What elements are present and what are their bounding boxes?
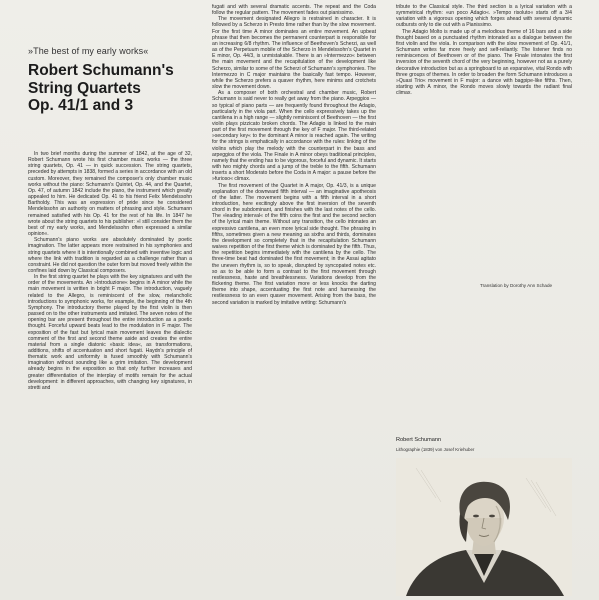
text-column-3 (396, 4, 572, 266)
translation-credit: Translation by Dorothy Ann Schade (480, 283, 553, 288)
paragraph: In the first string quartet he plays with the key signatures and with the order of the movements. An »Introduzione« begins in A minor while the main movement is written in bright F major. The introduction, vaguely related to the Allegro, is reminiscent of the slow, melancholic introductions to symphonic works, for example, the beginning of the 4th Symphony. The introductory theme played by the first violin is then passed on to the other instruments and imitated. The seven notes of the opening bar are present throughout the entire introduction as a poetic thought. Forceful upward beats lead to the modulation in F major. The exposition of the fast but lyrical main movement leaves the dialectic comment of the first and second theme aside and creates the entire material from a single diatonic »basic idea«, as transformations, additions, shifts of accentuation and short fugati. Haydn's principle of thematic work and uniformity is fused smoothly with Schumann's imagination without sounding like a grim imitation. The development already begins in the exposition so that only further increases and greater differentiation of the interplay of motifs remain for the actual development: in different approaches, with changing key signatures, in stretti and (28, 274, 192, 391)
paragraph: As a composer of both orchestral and chamber music, Robert Schumann is said never to really get away from the piano. Arpeggios — so typical of piano parts — are frequently found throughout the Adagio, particularly in the viola part. When the cello expressively takes up the cantilena in a high range — slightly reminiscent of Beethoven — the first violin plays pizzicato broken chords. The Adagio is linked to the main part of the first movement through the key of F major. The third-related »secondary key« to the dominant A minor is reached again. The writing for the strings is emphatically in accordance with the rules: linking of the violins which play the melody with the counterpart in the bass and arpeggios of the viola. The Finale in A minor obeys traditional principles, namely that the ending has to be vigorous, forceful and dynamic. It starts with two mighty chords and a jump of the treble to the fifth. Schumann inserts a short Moderato before the Coda in A major: a pause before the »furioso« climax. (212, 90, 376, 183)
portrait-image (396, 458, 572, 596)
page-title (28, 62, 203, 115)
portrait-credit: Lithographie (1839) von Josef Kriehuber (396, 447, 475, 452)
title-line-1: Robert Schumann's (28, 62, 174, 79)
header-quote: »The best of my early works« (28, 46, 149, 56)
paragraph: In two brief months during the summer of 1842, at the age of 32, Robert Schumann wrote his first chamber music works — the three string quartets, Op. 41 — in quick succession. The string quartets, preceded by attempts in 1838, formed a series in accordance with an old custom. Moreover, they remained the composer's only chamber music works without the piano: Schumann's Quintet, Op. 44, and the Quartet, Op. 47, of autumn 1842 include the piano, the instrument which greatly appealed to him. He dedicated Op. 41 to his friend Felix Mendelssohn Bartholdy. This was an expression of pride since he considered Mendelssohn an authority on matters of phrasing and style. Schumann remained satisfied with his Op. 41 for the rest of his life. In 1847 he wrote about the string quartets to his publisher: »I still consider them the best of my early works, and Mendelssohn often expressed a similar opinion«. (28, 151, 192, 238)
paragraph: The movement designated Allegro is restrained in character. It is followed by a Scherzo in Presto time rather than by the slow movement. For the first time A minor dominates an entire movement. An upbeat phrase that then becomes the permanent counterpart is responsible for an increasing 6/8 rhythm. The influence of Beethoven's Scherzi, as well as of the Perpetuum mobile of the Scherzo in Mendelssohn's Quartet in E minor, Op. 44/3, is unmistakable. There is an »Intermezzo« between the main movement and the recapitulation of the development like Scherzo, similar to some of the Scherzi of Schumann's symphonies. The Intermezzo in C major maintains the basically fast tempo. However, while the Scherzo prefers a quaver rhythm, here minims and crotchets slow the movement down. (212, 16, 376, 91)
portrait-lithograph (396, 458, 572, 596)
paragraph: fugati and with several dramatic accents. The repeat and the Coda follow the regular pattern. The movement fades out pianissimo. (212, 4, 376, 17)
paragraph: Schumann's piano works are absolutely dominated by poetic imagination. The latter appears more restrained in his symphonies and string quartets where it is intentionally combined with inventive logic and where the link with tradition is regarded as a challenge rather than a constraint. He did not question the outer form but moved freely within the confines laid down by Classical composers. (28, 237, 192, 274)
title-line-2: String Quartets (28, 79, 141, 97)
paragraph: The first movement of the Quartet in A major, Op. 41/3, is a unique explanation of the downward fifth interval — an imaginative apotheosis of the latter. The movement begins with a fifth interval in a short introduction, here excitingly above the first inversion of the seventh chord in the subdominant, and finishes with the last notes of the cello. The »leading interval« of the fifth coins the first and the second section of the lyrical main theme. Without any transition, the cello intonates an expressivo cantilena, an even more lyrical side thought. The phrasing in fifths, sometimes given a new meaning as sixths and thirds, dominates the development so completely that in the recapitulation Schumann waives repetition of the first theme which is dominated by the fifth. Thus, the repetition begins immediately with the cantilena by the cello. The three-time beat had dominated the first movement; in the Assai agitato the uneven rhythm is, so to speak, disrupted by syncopated notes etc. so as to be able to form a contrast to the first movement through restlessness, haste and breathlessness. Variations develop from the flickering theme. The first variation more or less knocks the darting theme into shape, accentuating the first note and harnessing the restlessness to an even quaver movement. Arising from the bass, the second variation is marked by imitative writing: Schumann's (212, 182, 376, 306)
paragraph: tribute to the Classical style. The third section is a lyrical variation with a symmetrical rhythm: »un poco Adagio«. »Tempo risoluto« starts off a 3/4 variation with a vigorous opening which forges ahead with several dynamic outbursts only to die out with a Pianissimo. (396, 4, 572, 29)
text-column-1 (28, 151, 192, 591)
title-line-3: Op. 41/1 and 3 (28, 97, 134, 114)
text-column-2 (212, 4, 376, 596)
paragraph: The Adagio Molto is made up of a melodious theme of 16 bars and a side thought based on a punctuated rhythm intonated as a dialogue between the first violin and the viola. In comparison with the slow movement of Op. 41/1, Schumann writes far more freely and self-reliantly. The listener finds no reminiscences of Beethoven or of the piano. The Finale intonates the first inversion of the seventh chord of the very beginning, however not as a purely decorative introduction but as a springboard to an expansive, vital Rondo with three groups of themes. In order to broaden the form Schumann introduces a »Quasi Trio« movement in F major: a dance with bagpipe-like fifths. Then, starting with A minor, the Rondo moves slowly towards the radiant final climax. (396, 28, 572, 97)
portrait-caption: Robert Schumann (396, 437, 442, 443)
